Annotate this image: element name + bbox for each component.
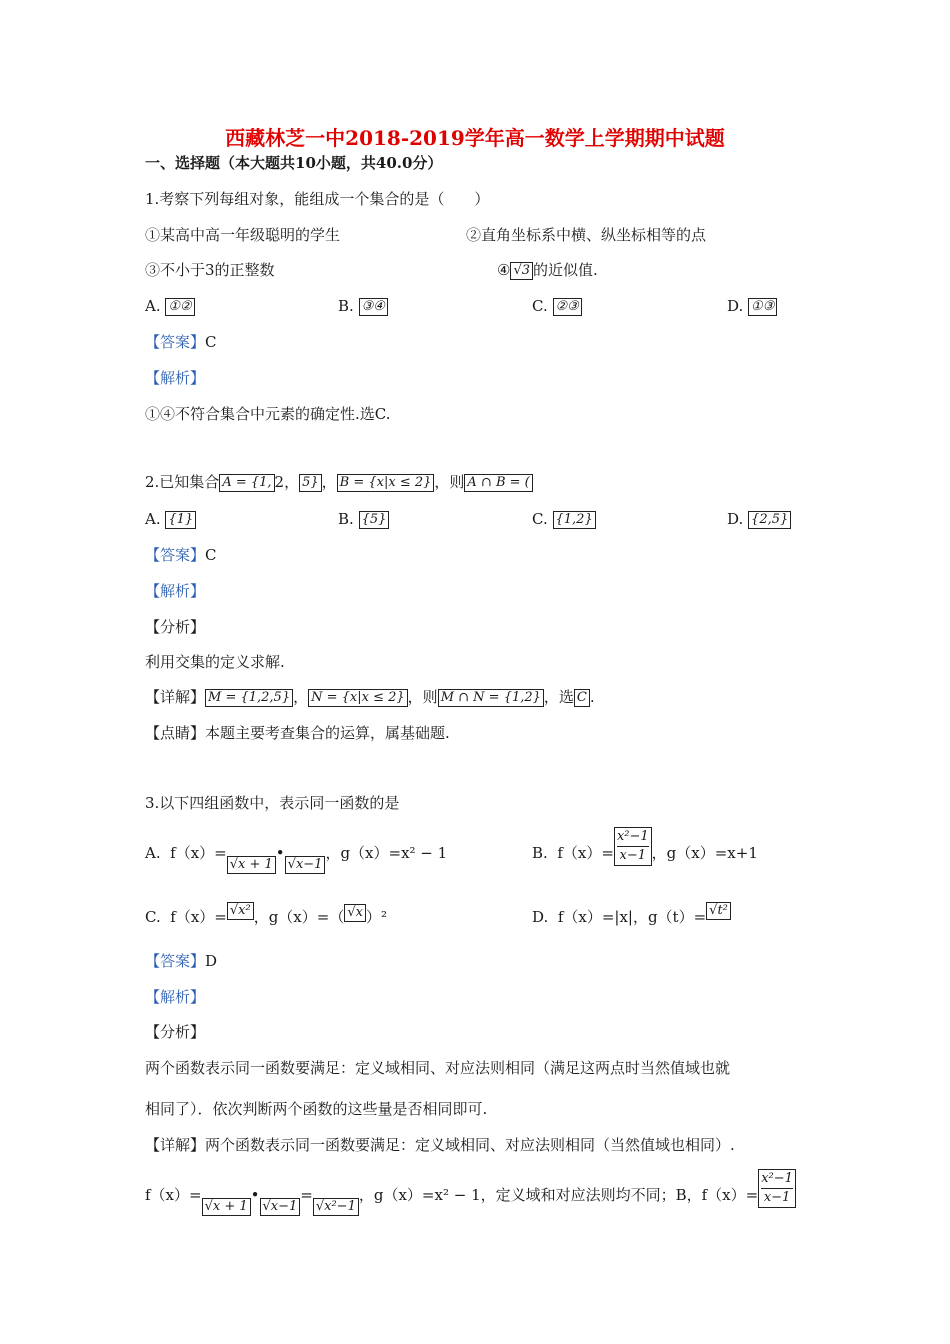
answer-value: C xyxy=(205,333,217,351)
option-b-formula: ③④ xyxy=(359,298,388,316)
detail-tag: 【详解】 xyxy=(145,1136,206,1154)
option-c-end: ）² xyxy=(365,908,387,926)
option-a-formula: ①② xyxy=(165,298,194,316)
q2-option-c xyxy=(532,508,596,530)
answer-tag: 【答案】 xyxy=(145,546,206,564)
option-a-label: A. xyxy=(145,844,161,862)
fraction-formula xyxy=(758,1169,796,1208)
q3-answer xyxy=(145,950,217,972)
q3-detail-line1 xyxy=(145,1134,735,1156)
q2-analysis-tag: 【解析】 xyxy=(145,582,206,600)
sqrt3-formula: √3 xyxy=(510,262,533,280)
fraction-numerator: x²−1 xyxy=(761,1170,793,1189)
option-c-f: f（x）= xyxy=(170,908,227,926)
option-c-label: C. xyxy=(145,908,161,926)
q2-comment xyxy=(145,722,450,744)
q3-option-c xyxy=(145,902,387,928)
option-b-label: B. xyxy=(338,297,354,315)
set-n-formula: N = {x|x ≤ 2} xyxy=(308,689,408,707)
set-b-formula: B = {x|x ≤ 2} xyxy=(337,474,435,492)
q1-stem: 1.考察下列每组对象，能组成一个集合的是（ ） xyxy=(145,190,490,208)
section-heading: 一、选择题（本大题共10小题，共40.0分） xyxy=(145,154,443,172)
detail-end: . xyxy=(589,688,595,706)
q3-fenxi-tag: 【分析】 xyxy=(145,1023,206,1041)
option-d-label: D. xyxy=(532,908,549,926)
m-cap-n-formula: M ∩ N = {1,2} xyxy=(438,689,544,707)
q1-analysis-tag: 【解析】 xyxy=(145,369,206,387)
detail-select: ，选 xyxy=(543,688,574,706)
q1-option-b xyxy=(338,295,388,317)
sqrt-x-squared-minus-1: √x²−1 xyxy=(313,1198,359,1216)
dot-sign: • xyxy=(250,1186,260,1204)
detail-tag: 【详解】 xyxy=(145,688,206,706)
q2-option-b xyxy=(338,508,389,530)
q2-fenxi-text: 利用交集的定义求解. xyxy=(145,653,285,671)
q3-option-d xyxy=(532,902,731,928)
q1-option-c xyxy=(532,295,582,317)
q1-item1: ①某高中高一年级聪明的学生 xyxy=(145,226,341,244)
comment-text: 本题主要考查集合的运算，属基础题. xyxy=(205,724,450,742)
option-b-label: B. xyxy=(338,510,354,528)
q3-detail-line2 xyxy=(145,1170,796,1216)
q2-stem-then: ，则 xyxy=(434,473,465,491)
answer-tag: 【答案】 xyxy=(145,333,206,351)
q3-fenxi-line1: 两个函数表示同一函数要满足：定义域相同、对应法则相同（满足这两点时当然值域也就 xyxy=(145,1059,731,1077)
q2-comma: ， xyxy=(321,473,337,491)
sqrt-x-plus-1: √x + 1 xyxy=(227,856,276,874)
option-c-formula: {1,2} xyxy=(553,511,596,529)
q1-item4 xyxy=(497,259,598,281)
q2-detail xyxy=(145,686,595,708)
dot-sign: • xyxy=(275,844,285,862)
fraction-formula xyxy=(614,827,652,866)
q2-stem xyxy=(145,471,533,493)
q3-stem: 3.以下四组函数中，表示同一函数的是 xyxy=(145,794,400,812)
q3-analysis-tag: 【解析】 xyxy=(145,988,206,1006)
q2-fenxi-tag: 【分析】 xyxy=(145,618,206,636)
q1-option-a xyxy=(145,295,195,317)
detail-f: f（x）= xyxy=(145,1186,202,1204)
option-a-label: A. xyxy=(145,297,161,315)
option-d-formula: ①③ xyxy=(748,298,777,316)
option-c-g: ，g（x）=（ xyxy=(253,908,345,926)
equals-sign: = xyxy=(300,1186,313,1204)
sqrt-t-squared: √t² xyxy=(706,902,731,920)
detail-text: 两个函数表示同一函数要满足：定义域相同、对应法则相同（当然值域也相同）. xyxy=(205,1136,735,1154)
option-c-formula: ②③ xyxy=(553,298,582,316)
option-b-formula: {5} xyxy=(359,511,390,529)
sqrt-x-plus-1: √x + 1 xyxy=(202,1198,251,1216)
answer-value: C xyxy=(205,546,217,564)
sqrt-x-minus-1: √x−1 xyxy=(260,1198,301,1216)
q2-option-a xyxy=(145,508,196,530)
option-d-label: D. xyxy=(727,510,744,528)
q2-stem-pre: 2.已知集合 xyxy=(145,473,220,491)
q2-answer xyxy=(145,544,217,566)
option-b-f: f（x）= xyxy=(557,844,614,862)
detail-then: ，则 xyxy=(407,688,438,706)
detail-text: ，g（x）=x² − 1，定义域和对应法则均不同；B，f（x）= xyxy=(358,1186,759,1204)
q2-option-d xyxy=(727,508,791,530)
option-d-label: D. xyxy=(727,297,744,315)
option-d-formula: {2,5} xyxy=(748,511,791,529)
q1-option-d xyxy=(727,295,777,317)
option-c-label: C. xyxy=(532,297,548,315)
q3-option-b xyxy=(532,828,758,866)
comment-tag: 【点睛】 xyxy=(145,724,206,742)
q1-item2: ②直角坐标系中横、纵坐标相等的点 xyxy=(466,226,707,244)
q3-option-a xyxy=(145,842,447,874)
option-a-formula: {1} xyxy=(165,511,196,529)
set-a-end-formula: 5} xyxy=(299,474,322,492)
sqrt-x: √x xyxy=(344,904,366,922)
option-c-label: C. xyxy=(532,510,548,528)
option-b-g: ，g（x）=x+1 xyxy=(651,844,758,862)
fraction-numerator: x²−1 xyxy=(617,828,649,847)
q1-answer xyxy=(145,331,217,353)
intersection-formula: A ∩ B = ( xyxy=(464,474,532,492)
q1-item4-pre: ④ xyxy=(497,261,511,279)
answer-tag: 【答案】 xyxy=(145,952,206,970)
q2-stem-mid: 2， xyxy=(274,473,300,491)
set-a-formula: A = {1, xyxy=(219,474,274,492)
option-b-label: B. xyxy=(532,844,548,862)
sqrt-x-minus-1: √x−1 xyxy=(285,856,326,874)
fraction-denominator: x−1 xyxy=(763,1189,791,1205)
choice-c-formula: C xyxy=(574,689,590,707)
q1-item4-post: 的近似值. xyxy=(533,261,598,279)
option-a-g: ，g（x）=x² − 1 xyxy=(325,844,448,862)
q1-explanation: ①④不符合集合中元素的确定性.选C. xyxy=(145,405,391,423)
answer-value: D xyxy=(205,952,218,970)
option-d-f: f（x）=|x|，g（t）= xyxy=(557,908,707,926)
page-title: 西藏林芝一中2018-2019学年高一数学上学期期中试题 xyxy=(225,126,725,150)
sqrt-x-squared: √x² xyxy=(227,902,254,920)
set-m-formula: M = {1,2,5} xyxy=(205,689,293,707)
fraction-denominator: x−1 xyxy=(619,847,647,863)
q3-fenxi-line2: 相同了）．依次判断两个函数的这些量是否相同即可. xyxy=(145,1100,488,1118)
detail-sep: ， xyxy=(293,688,309,706)
option-a-f: f（x）= xyxy=(170,844,227,862)
q1-item3: ③不小于3的正整数 xyxy=(145,261,275,279)
option-a-label: A. xyxy=(145,510,161,528)
